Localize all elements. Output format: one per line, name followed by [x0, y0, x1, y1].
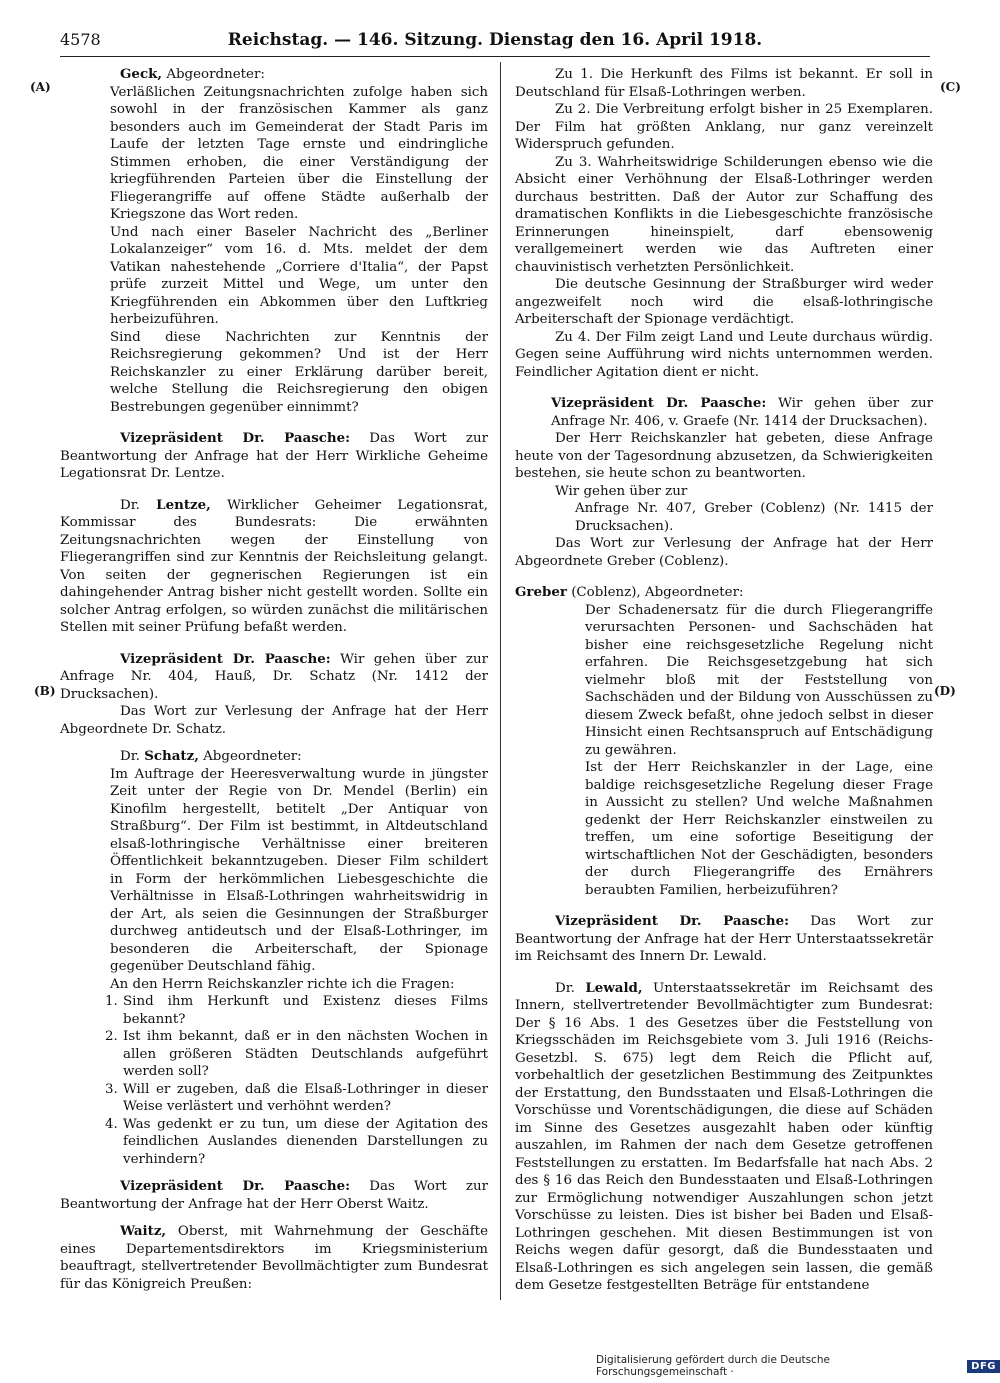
footer-credit [596, 1354, 1000, 1378]
list-item: 4. Was gedenkt er zu tun, um diese der Agitation des feindlichen Auslandes dienenden Darstellungen zu verhindern? [105, 1116, 488, 1167]
vizepraesident-statement: Vizepräsident Dr. Paasche: Das Wort zur Beantwortung der Anfrage hat der Herr Wirkliche Geheime Legationsrat Dr. Lentze. [60, 430, 489, 481]
greber-speech-header: Greber (Coblenz), Abgeordneter: [515, 584, 744, 600]
waitz-speech: Waitz, Oberst, mit Wahrnehmung der Geschäfte eines Departementsdirektors im Kriegsministerium beauftragt, stellvertretender Bevollmächtigter zum Bundesrat für das Königreich Preußen: [60, 1223, 488, 1292]
greber-paragraph: Ist der Herr Reichskanzler in der Lage, eine baldige reichsgesetzliche Regelung dieser Frage in Aussicht zu stellen? Und welche Maßnahmen gedenkt der Herr Reichskanzler einstweilen zu treffen, um eine sofortige Beseitigung der wirtschaftlichen Not der Geschädigten, besonders der durch Fliegerangriffe des Ernährers beraubten Familien, herbeizuführen? [585, 760, 933, 898]
list-item: 2. Ist ihm bekannt, daß er in den nächsten Wochen in allen größeren Städten Deutschlands aufgeführt werden soll? [105, 1029, 488, 1079]
dfg-logo: DFG [967, 1360, 1000, 1373]
schatz-speech-header: Dr. Schatz, Abgeordneter: [120, 748, 302, 764]
answer-paragraph: Die deutsche Gesinnung der Straßburger wird weder angezweifelt noch wird die elsaß-lothringische Arbeiterschaft der Spionage verdächtigt. [515, 277, 933, 327]
answer-paragraph: Zu 3. Wahrheitswidrige Schilderungen ebenso wie die Absicht einer Verhöhnung der Elsaß-Lothringer werden durchaus bestritten. Daß der Autor zur Schaffung des dramatischen Konflikts in die Liebesgeschichte französische Erinnerungen hineinspielt, darf ebensowenig verallgemeinert werden wie das Auftreten einer chauvinistisch verhetzten Persönlichkeit. [515, 154, 933, 275]
margin-marker-d: (D) [934, 684, 956, 698]
vizepraesident-statement: Vizepräsident Dr. Paasche: Das Wort zur Beantwortung der Anfrage hat der Herr Oberst Waitz. [60, 1178, 489, 1212]
vizepraesident-statement: Der Herr Reichskanzler hat gebeten, diese Anfrage heute von der Tagesordnung abzusetzen, da Schwierigkeiten bestehen, sie heute schon zu beantworten. [515, 431, 933, 481]
vizepraesident-statement: Das Wort zur Verlesung der Anfrage hat der Herr Abgeordnete Greber (Coblenz). [515, 536, 933, 569]
geck-speech-header: Geck, Abgeordneter: [120, 66, 265, 82]
column-divider [500, 62, 501, 1300]
schatz-paragraph: Im Auftrage der Heeresverwaltung wurde in jüngster Zeit unter der Regie von Dr. Mendel (Berlin) ein Kinofilm hergestellt, betitelt „Der Antiquar von Straßburg“. Der Film ist bestimmt, in Altdeutschland elsaß-lothringische Verhältnisse einer breiteren Öffentlichkeit bekanntzugeben. Dieser Film schildert in Form der herkömmlichen Liebesgeschichte die Verhältnisse in Elsaß-Lothringen wahrheitswidrig in der Art, als seien die Gesinnungen der Straßburger durchweg antideutsch und der Elsaß-Lothringer, im besonderen die Arbeiterschaft, der Spionage gegenüber Deutschland fähig. [110, 766, 488, 974]
right-column [515, 66, 933, 1295]
page-header [60, 30, 930, 54]
greber-paragraph: Der Schadenersatz für die durch Fliegerangriffe verursachten Personen- und Sachschäden hat bisher eine reichsgesetzliche Regelung nicht erfahren. Die Reichsgesetzgebung hat sich vielmehr bloß mit der Feststellung von Sachschäden und der Bildung von Ausschüssen zu diesem Zweck befaßt, ohne jedoch selbst in dieser Hinsicht einen Rechtsanspruch auf Entschädigung zu gewähren. [585, 602, 933, 758]
vizepraesident-statement: Vizepräsident Dr. Paasche: Wir gehen über zur Anfrage Nr. 406, v. Graefe (Nr. 1414 der Drucksachen). [551, 395, 933, 429]
vizepraesident-statement: Anfrage Nr. 407, Greber (Coblenz) (Nr. 1415 der Drucksachen). [575, 501, 933, 534]
lentze-speech: Dr. Lentze, Wirklicher Geheimer Legationsrat, Kommissar des Bundesrats: Die erwähnten Zeitungsnachrichten wegen der Einstellung von Fliegerangriffen sind zur Kenntnis der Reichsleitung gelangt. Von seiten der gegnerischen Regierungen ist ein dahingehender Antrag bisher nicht gestellt worden. Sollte ein solcher Antrag erfolgen, so würden zunächst die militärischen Stellen mit seiner Prüfung befaßt werden. [60, 496, 488, 635]
answer-paragraph: Zu 1. Die Herkunft des Films ist bekannt. Er soll in Deutschland für Elsaß-Lothringen werben. [515, 67, 933, 100]
vizepraesident-statement: Vizepräsident Dr. Paasche: Das Wort zur Beantwortung der Anfrage hat der Herr Unterstaatssekretär im Reichsamt des Innern Dr. Lewald. [515, 913, 934, 964]
geck-paragraph: Sind diese Nachrichten zur Kenntnis der Reichsregierung gekommen? Und ist der Herr Reichskanzler zu einer Erklärung darüber bereit, welche Stellung die Reichsregierung den obigen Bestrebungen gegenüber einnimmt? [110, 329, 488, 415]
footer-text: Digitalisierung gefördert durch die Deutsche Forschungsgemeinschaft · [596, 1354, 830, 1378]
vizepraesident-statement: Vizepräsident Dr. Paasche: Wir gehen über zur Anfrage Nr. 404, Hauß, Dr. Schatz (Nr. 1412 der Drucksachen). [60, 650, 488, 702]
geck-paragraph: Und nach einer Baseler Nachricht des „Berliner Lokalanzeiger“ vom 16. d. Mts. meldet der dem Vatikan nahestehende „Corriere d'Italia“, der Papst prüfe zurzeit Mittel und Wege, um unter den Kriegführenden ein Abkommen über den Luftkrieg herbeizuführen. [110, 224, 488, 327]
answer-paragraph: Zu 2. Die Verbreitung erfolgt bisher in 25 Exemplaren. Der Film hat größten Anklang, nur ganz vereinzelt Widerspruch gefunden. [515, 102, 933, 152]
speaker-name: Geck, [120, 66, 163, 82]
page-title: Reichstag. — 146. Sitzung. Dienstag den 16. April 1918. [227, 30, 763, 50]
geck-paragraph: Verläßlichen Zeitungsnachrichten zufolge haben sich sowohl in der französischen Kammer als ganz besonders auch im Gemeinderat der Stadt Paris im Laufe der letzten Tage ernste und eindringliche Stimmen erhoben, die einer Verständigung der kriegführenden Parteien über die Einstellung der Fliegerangriffe auf offene Städte außerhalb der Kriegszone das Wort reden. [110, 84, 488, 222]
margin-marker-c: (C) [940, 80, 961, 94]
answer-paragraph: Zu 4. Der Film zeigt Land und Leute durchaus würdig. Gegen seine Aufführung wird nichts unternommen werden. Feindlicher Agitation dient er nicht. [515, 329, 933, 380]
lewald-speech: Dr. Lewald, Unterstaatssekretär im Reichsamt des Innern, stellvertretender Bevollmächtigter zum Bundesrat: Der § 16 Abs. 1 des Gesetzes über die Feststellung von Kriegsschäden im Reichsgebiete vom 3. Juli 1916 (Reichs-Gesetzbl. S. 675) legt dem Reich die Pflicht auf, vorbehaltlich der gesetzlichen Bestimmung des Zeitpunktes der Erstattung, den Bundsstaaten und Elsaß-Lothringen die Vorschüsse und Vorentschädigungen, die diese auf Schäden im Sinne des Gesetzes ausgezahlt haben oder künftig auszahlen, im Rahmen der nach dem Gesetze getroffenen Feststellungen zu erstatten. Im Bedarfsfalle hat nach Abs. 2 des § 16 das Reich den Bundesstaaten und Elsaß-Lothringen zur Ermöglichung notwendiger Auszahlungen schon jetzt Vorschüsse zu leisten. Dies ist bisher bei Baden und Elsaß-Lothringen geschehen. Mit diesen Bestimmungen ist von Reichs wegen dafür gesorgt, daß die Bundesstaaten und Elsaß-Lothringen es sich angelegen sein lassen, die gemäß dem Gesetze festgestellten Beträge für entstandene [515, 979, 933, 1293]
list-item: 3. Will er zugeben, daß die Elsaß-Lothringer in dieser Weise verlästert und verhöhnt werden? [105, 1081, 488, 1114]
margin-marker-a: (A) [30, 80, 51, 94]
header-rule [60, 56, 930, 57]
margin-marker-b: (B) [34, 684, 56, 698]
page-number: 4578 [60, 30, 101, 49]
schatz-paragraph: An den Herrn Reichskanzler richte ich die Fragen: [110, 976, 455, 992]
vizepraesident-statement: Wir gehen über zur [555, 483, 688, 499]
left-column [60, 66, 488, 1293]
vizepraesident-statement: Das Wort zur Verlesung der Anfrage hat der Herr Abgeordnete Dr. Schatz. [60, 704, 488, 737]
list-item: 1. Sind ihm Herkunft und Existenz dieses Films bekannt? [105, 994, 488, 1027]
